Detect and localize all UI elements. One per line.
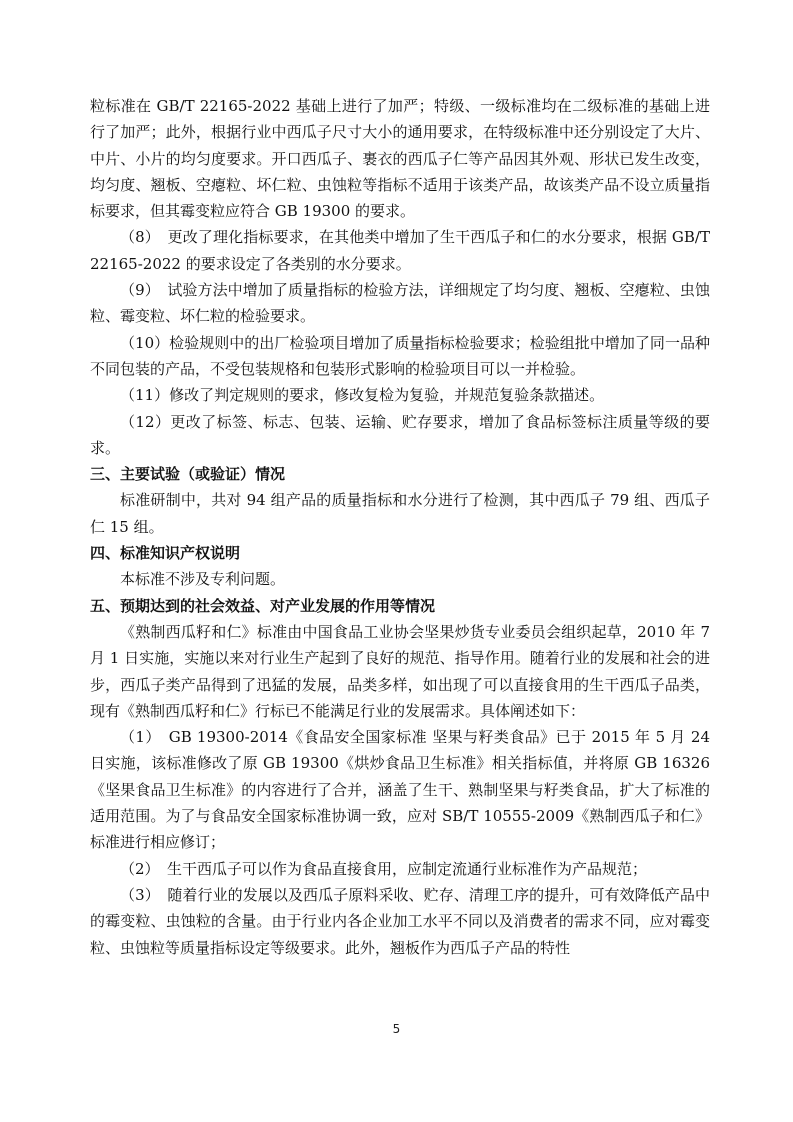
section-heading: 四、标准知识产权说明 xyxy=(90,544,241,563)
body-paragraph: 标准研制中，共对 94 组产品的质量指标和水分进行了检测，其中西瓜子 79 组、西瓜子仁 15 组。 xyxy=(90,491,710,536)
body-paragraph: （9） 试验方法中增加了质量指标的检验方法，详细规定了均匀度、翘板、空瘪粒、虫蚀粒、霉变粒、坏仁粒的检验要求。 xyxy=(90,281,710,326)
section-heading: 三、主要试验（或验证）情况 xyxy=(90,465,286,484)
document-body xyxy=(90,93,710,961)
body-paragraph: 本标准不涉及专利问题。 xyxy=(120,570,286,589)
page-number: 5 xyxy=(392,1022,401,1036)
body-paragraph: （1） GB 19300-2014《食品安全国家标准 坚果与籽类食品》已于 2015 年 5 月 24 日实施，该标准修改了原 GB 19300《烘炒食品卫生标准》相关指标值，并将原 GB 16326《坚果食品卫生标准》的内容进行了合并，涵盖了生干、熟制坚果与籽类食品，扩大了标准的适用范围。为了与食品安全国家标准协调一致，应对 SB/T 10555-2009《熟制西瓜子和仁》标准进行相应修订； xyxy=(90,728,710,852)
body-paragraph: 《熟制西瓜籽和仁》标准由中国食品工业协会坚果炒货专业委员会组织起草，2010 年 7 月 1 日实施，实施以来对行业生产起到了良好的规范、指导作用。随着行业的发展和社会的进步，西瓜子类产品得到了迅猛的发展，品类多样，如出现了可以直接食用的生干西瓜子品类，现有《熟制西瓜籽和仁》行标已不能满足行业的发展需求。具体阐述如下： xyxy=(90,622,710,720)
body-paragraph: （11）修改了判定规则的要求，修改复检为复验，并规范复验条款描述。 xyxy=(120,386,605,405)
body-paragraph: （8） 更改了理化指标要求，在其他类中增加了生干西瓜子和仁的水分要求，根据 GB/T 22165-2022 的要求设定了各类别的水分要求。 xyxy=(90,228,710,273)
section-heading: 五、预期达到的社会效益、对产业发展的作用等情况 xyxy=(90,596,436,615)
body-paragraph: （3） 随着行业的发展以及西瓜子原料采收、贮存、清理工序的提升，可有效降低产品中的霉变粒、虫蚀粒的含量。由于行业内各企业加工水平不同以及消费者的需求不同，应对霉变粒、虫蚀粒等质量指标设定等级要求。此外，翘板作为西瓜子产品的特性 xyxy=(90,885,710,957)
body-paragraph: （12）更改了标签、标志、包装、运输、贮存要求，增加了食品标签标注质量等级的要求。 xyxy=(90,412,710,457)
body-paragraph: （10）检验规则中的出厂检验项目增加了质量指标检验要求；检验组批中增加了同一品种不同包装的产品，不受包装规格和包装形式影响的检验项目可以一并检验。 xyxy=(90,333,710,378)
body-paragraph: （2） 生干西瓜子可以作为食品直接食用，应制定流通行业标准作为产品规范； xyxy=(120,859,648,878)
body-paragraph: 粒标准在 GB/T 22165-2022 基础上进行了加严；特级、一级标准均在二级标准的基础上进行了加严；此外，根据行业中西瓜子尺寸大小的通用要求，在特级标准中还分别设定了大片、中片、小片的均匀度要求。开口西瓜子、裹衣的西瓜子仁等产品因其外观、形状已发生改变，均匀度、翘板、空瘪粒、坏仁粒、虫蚀粒等指标不适用于该类产品，故该类产品不设立质量指标要求，但其霉变粒应符合 GB 19300 的要求。 xyxy=(90,97,710,221)
